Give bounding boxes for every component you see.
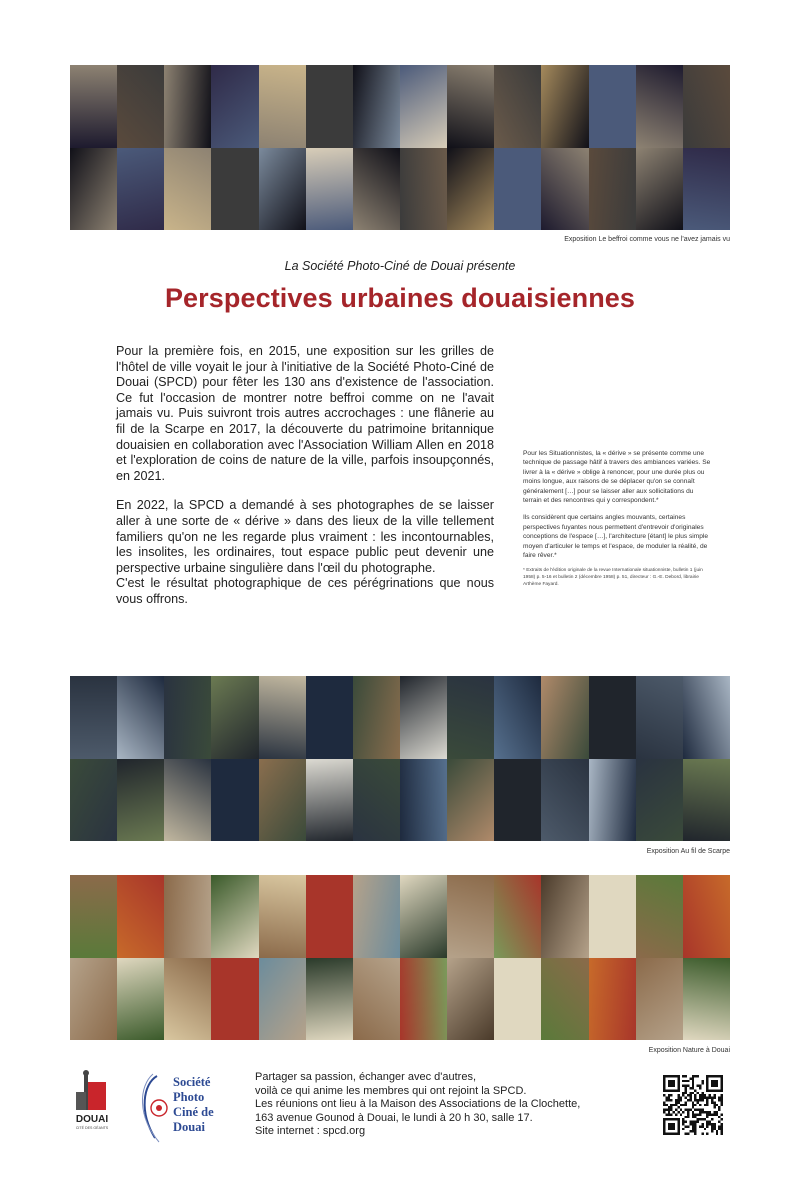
- photo-tile: [211, 759, 258, 842]
- photo-tile: [494, 676, 541, 759]
- photo-tile: [117, 875, 164, 958]
- footer-website[interactable]: Site internet : spcd.org: [255, 1125, 366, 1138]
- photo-tile: [447, 676, 494, 759]
- spcd-aperture-icon: [135, 1072, 175, 1144]
- photo-tile: [400, 65, 447, 148]
- body-paragraph-2: En 2022, la SPCD a demandé à ses photographes de se laisser aller à une sorte de « dérive » dans des lieux de la ville tellement familiers qu'on ne les regarde plus vraiment : les incontournables, les insolites, les ordinaires, tout espace public peut devenir une perspective urbaine singulière dans l'œil du photographe.: [116, 498, 494, 575]
- photo-tile: [164, 958, 211, 1041]
- photo-tile: [636, 875, 683, 958]
- photo-tile: [117, 676, 164, 759]
- photo-tile: [541, 875, 588, 958]
- photo-caption-nature: Exposition Nature à Douai: [648, 1047, 730, 1054]
- photo-tile: [589, 148, 636, 231]
- spcd-logo-line-1: Société: [173, 1075, 211, 1089]
- photo-tile: [70, 875, 117, 958]
- side-note-quote-2: Ils considèrent que certains angles mouvants, certaines perspectives fuyantes nous permettent d'entrevoir d'originales conceptions de l'espace […], l'architecture [étant] le plus simple moyen d'articuler le temps et l'espace, de moduler la réalité, de faire rêver.*: [523, 514, 709, 560]
- photo-caption-beffroi: Exposition Le beffroi comme vous ne l'avez jamais vu: [564, 236, 730, 243]
- photo-tile: [494, 759, 541, 842]
- photo-tile: [353, 958, 400, 1041]
- photo-tile: [683, 759, 730, 842]
- photo-tile: [589, 676, 636, 759]
- qr-code-icon[interactable]: [663, 1074, 723, 1136]
- photo-tile: [636, 759, 683, 842]
- photo-tile: [683, 875, 730, 958]
- photo-tile: [589, 958, 636, 1041]
- body-paragraph-3: C'est le résultat photographique de ces pérégrinations que nous vous offrons.: [116, 576, 494, 606]
- photo-tile: [636, 958, 683, 1041]
- photo-tile: [164, 676, 211, 759]
- photo-mosaic-beffroi: [70, 65, 730, 230]
- douai-logo-subtext: CITÉ DES GÉANTS: [75, 1126, 109, 1130]
- photo-tile: [306, 676, 353, 759]
- photo-tile: [353, 676, 400, 759]
- photo-tile: [447, 875, 494, 958]
- side-note-quote-1: Pour les Situationnistes, la « dérive » se présente comme une technique de passage hâtif à travers des ambiances variées. Se livrer à la « dérive » oblige à renoncer, pour une durée plus ou moins longue, aux raisons de se déplacer qu'on se connaît généralement […] pour se laisser aller aux sollicitations du terrain et des rencontres qui y correspondent.*: [523, 450, 711, 505]
- body-paragraph-1: Pour la première fois, en 2015, une exposition sur les grilles de l'hôtel de ville voyait le jour à l'initiative de la Société Photo-Ciné de Douai (SPCD) pour fêter les 130 ans d'existence de l'association. Ce fut l'occasion de montrer notre beffroi comme on ne l'avait jamais vu. Puis suivront trois autres accrochages : une flânerie au fil de la Scarpe en 2017, la découverte du patrimoine britannique douaisien en collaboration avec l'Association William Allen en 2018 et l'exploration de coins de nature de la ville, parfois insoupçonnés, en 2021.: [116, 344, 494, 483]
- photo-tile: [117, 148, 164, 231]
- photo-tile: [683, 676, 730, 759]
- footer-line-2: voilà ce qui anime les membres qui ont rejoint la SPCD.: [255, 1084, 527, 1097]
- photo-tile: [117, 958, 164, 1041]
- photo-tile: [259, 759, 306, 842]
- spcd-logo: [135, 1072, 250, 1144]
- photo-tile: [259, 875, 306, 958]
- photo-tile: [447, 958, 494, 1041]
- spcd-logo-line-3: Ciné de: [173, 1105, 214, 1119]
- photo-tile: [636, 676, 683, 759]
- photo-tile: [541, 148, 588, 231]
- photo-tile: [683, 958, 730, 1041]
- photo-tile: [494, 958, 541, 1041]
- photo-tile: [636, 65, 683, 148]
- photo-tile: [541, 65, 588, 148]
- photo-tile: [589, 65, 636, 148]
- photo-tile: [447, 65, 494, 148]
- photo-tile: [541, 759, 588, 842]
- douai-logo-text: DOUAI: [75, 1114, 109, 1125]
- photo-tile: [259, 958, 306, 1041]
- photo-tile: [306, 958, 353, 1041]
- photo-mosaic-nature: [70, 875, 730, 1040]
- presenter-line: La Société Photo-Ciné de Douai présente: [284, 259, 516, 273]
- photo-tile: [164, 759, 211, 842]
- photo-tile: [400, 875, 447, 958]
- photo-tile: [683, 148, 730, 231]
- photo-tile: [117, 759, 164, 842]
- footer-line-3: Les réunions ont lieu à la Maison des Associations de la Clochette,: [255, 1098, 581, 1111]
- photo-tile: [211, 148, 258, 231]
- photo-tile: [164, 65, 211, 148]
- photo-tile: [211, 875, 258, 958]
- photo-tile: [164, 148, 211, 231]
- situationist-side-note: [523, 449, 713, 596]
- photo-tile: [306, 875, 353, 958]
- photo-mosaic-scarpe: [70, 676, 730, 841]
- photo-tile: [541, 676, 588, 759]
- photo-tile: [211, 958, 258, 1041]
- photo-tile: [306, 148, 353, 231]
- footer-line-1: Partager sa passion, échanger avec d'autres,: [255, 1071, 477, 1083]
- photo-caption-scarpe: Exposition Au fil de Scarpe: [646, 848, 730, 855]
- photo-tile: [353, 148, 400, 231]
- spcd-logo-line-2: Photo: [173, 1090, 205, 1104]
- photo-tile: [259, 148, 306, 231]
- page-title: Perspectives urbaines douaisiennes: [164, 283, 636, 313]
- photo-tile: [70, 148, 117, 231]
- photo-tile: [494, 875, 541, 958]
- main-body-text: [116, 344, 494, 622]
- photo-tile: [70, 958, 117, 1041]
- photo-tile: [259, 676, 306, 759]
- photo-tile: [70, 676, 117, 759]
- photo-tile: [353, 759, 400, 842]
- footer-info: [255, 1071, 635, 1139]
- photo-tile: [211, 676, 258, 759]
- photo-tile: [117, 65, 164, 148]
- photo-tile: [353, 65, 400, 148]
- photo-tile: [306, 759, 353, 842]
- photo-tile: [447, 148, 494, 231]
- photo-tile: [259, 65, 306, 148]
- photo-tile: [541, 958, 588, 1041]
- photo-tile: [353, 875, 400, 958]
- douai-city-logo: [70, 1068, 114, 1138]
- photo-tile: [683, 65, 730, 148]
- photo-tile: [211, 65, 258, 148]
- photo-tile: [589, 875, 636, 958]
- photo-tile: [494, 148, 541, 231]
- photo-tile: [306, 65, 353, 148]
- photo-tile: [70, 759, 117, 842]
- side-note-footnote: * Extraits de l'édition originale de la revue Internationale situationniste, bulletin 1 (juin 1958) p. 5-16 et bulletin 2 (décembre 1958) p. 51, directeur : G.-E. Debord, librairie Arthème Fayard.: [523, 568, 703, 587]
- photo-tile: [494, 65, 541, 148]
- photo-tile: [400, 759, 447, 842]
- photo-tile: [400, 958, 447, 1041]
- photo-tile: [70, 65, 117, 148]
- photo-tile: [400, 676, 447, 759]
- photo-tile: [589, 759, 636, 842]
- photo-tile: [400, 148, 447, 231]
- photo-tile: [636, 148, 683, 231]
- spcd-logo-line-4: Douai: [173, 1120, 205, 1134]
- photo-tile: [447, 759, 494, 842]
- footer-line-4: 163 avenue Gounod à Douai, le lundi à 20 h 30, salle 17.: [255, 1111, 533, 1124]
- photo-tile: [164, 875, 211, 958]
